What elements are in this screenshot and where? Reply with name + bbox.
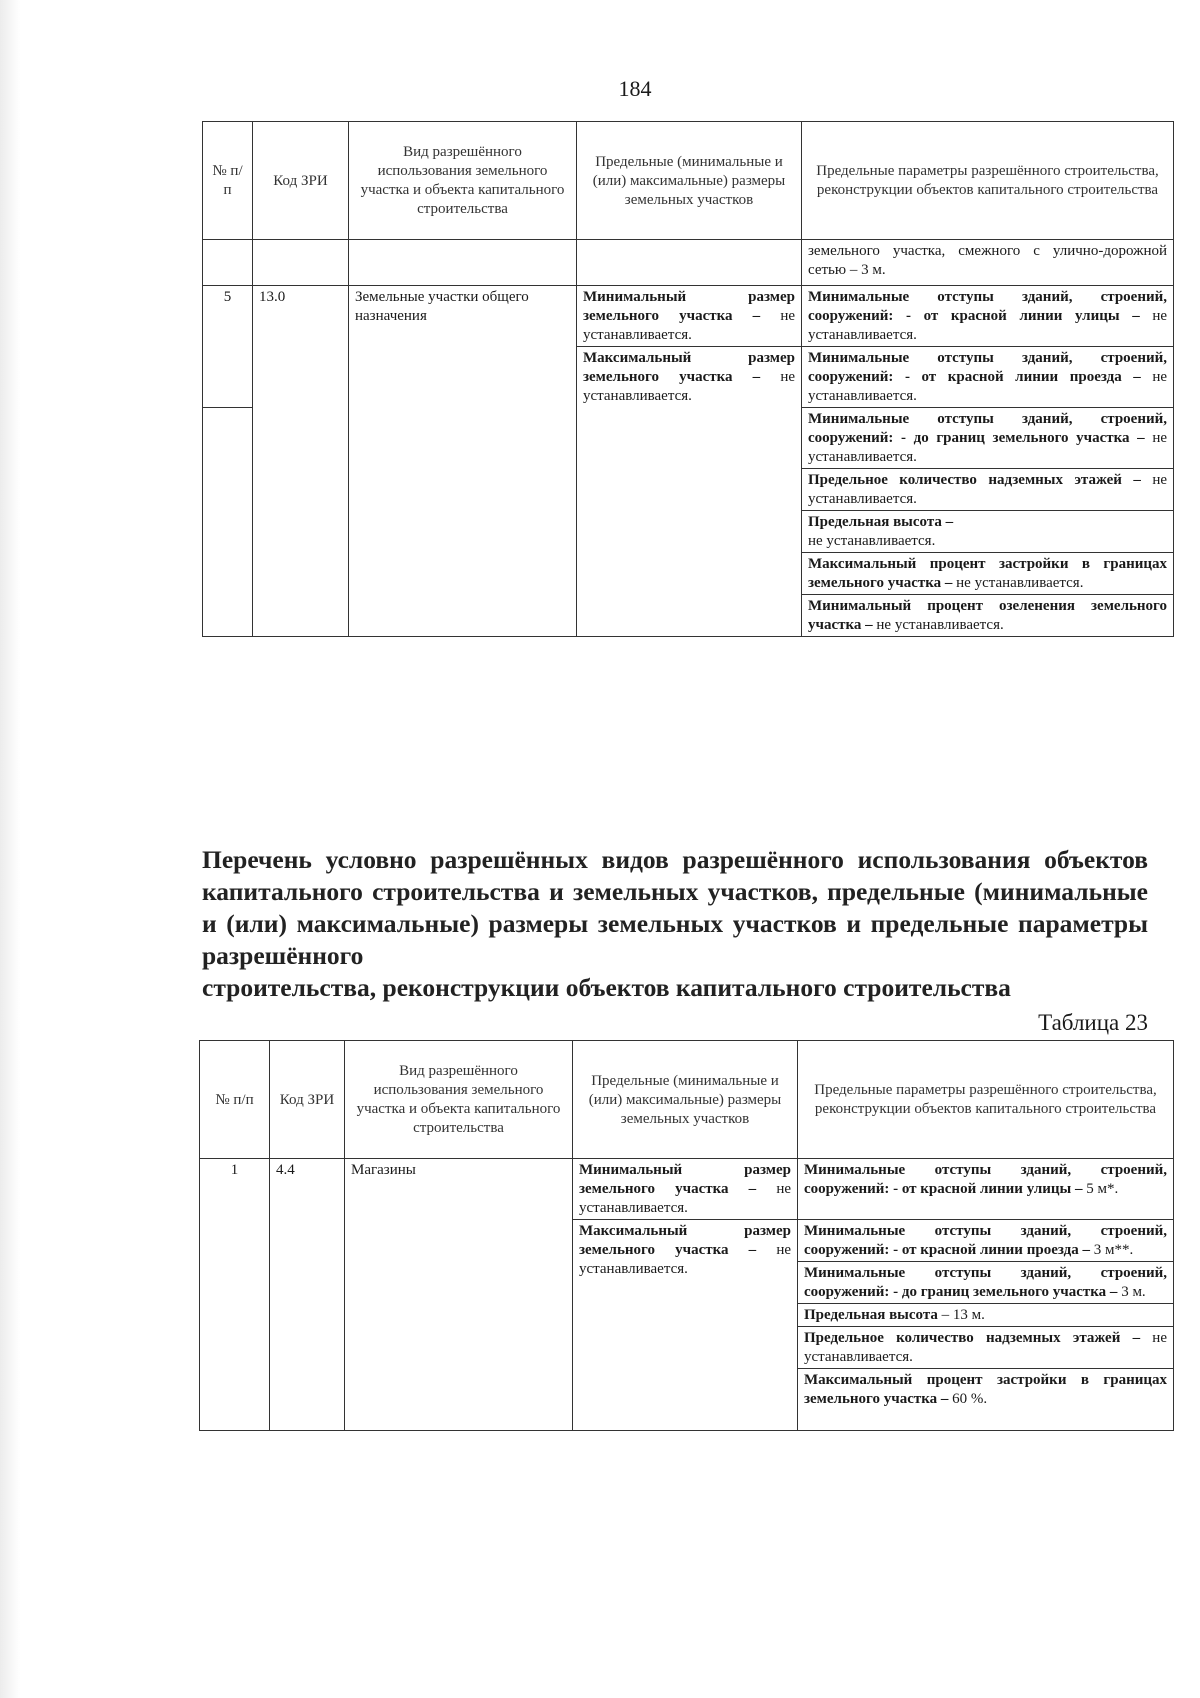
max-size-value: не устанавливается.	[579, 1242, 791, 1277]
section-heading-text: Перечень условно разрешённых видов разрешённого использования объектов капитального строительства и земельных участков, предельные (минимальные и (или) максимальные) размеры земельных участков и предельные параметры разрешённого	[202, 845, 1148, 970]
param-value: 5 м*.	[1086, 1181, 1119, 1197]
param-item: - от красной линии проезда –	[904, 369, 1141, 385]
table-label: Таблица 23	[1038, 1010, 1148, 1035]
table-header-row	[200, 1041, 1174, 1159]
row-use: Земельные участки общего назначения	[349, 286, 577, 637]
param-item: - от красной линии проезда –	[893, 1242, 1090, 1258]
min-size-value: не устанавливается.	[583, 308, 795, 343]
max-size-cell	[577, 347, 802, 637]
param-label: Предельная высота –	[808, 514, 954, 530]
header-use: Вид разрешённого использования земельного участка и объекта капитального строительства	[349, 122, 577, 240]
empty-cell	[253, 240, 349, 286]
param-cell	[798, 1159, 1174, 1220]
table-row-continuation	[203, 240, 1174, 286]
param-value: не устанавливается.	[808, 308, 1168, 343]
header-code: Код ЗРИ	[253, 122, 349, 240]
param-label: Минимальные отступы зданий, строений, сооружений:	[804, 1162, 1167, 1197]
param-cell	[798, 1327, 1174, 1369]
section-heading	[202, 844, 1148, 1004]
param-label: Минимальные отступы зданий, строений, сооружений:	[804, 1265, 1167, 1300]
max-size-value: не устанавливается.	[583, 369, 795, 404]
param-cell	[798, 1369, 1174, 1431]
header-size: Предельные (минимальные и (или) максимальные) размеры земельных участков	[577, 122, 802, 240]
param-cell	[798, 1220, 1174, 1262]
param-cell	[802, 347, 1174, 408]
empty-cell	[203, 240, 253, 286]
param-cell	[802, 408, 1174, 469]
param-value: 60 %.	[948, 1391, 988, 1407]
page-number: 184	[618, 76, 652, 101]
row-code: 4.4	[270, 1159, 345, 1431]
min-size-label: Минимальный размер земельного участка –	[583, 289, 795, 324]
param-cell	[802, 595, 1174, 637]
param-label: Предельная высота	[804, 1307, 938, 1323]
param-item: - от красной линии улицы –	[906, 308, 1140, 324]
max-size-cell	[573, 1220, 798, 1431]
row-code: 13.0	[253, 286, 349, 637]
empty-cell	[577, 240, 802, 286]
param-cell	[798, 1304, 1174, 1327]
param-label: Максимальный процент застройки в границах земельного участка –	[808, 556, 1167, 591]
param-value: не устанавливается.	[956, 575, 1084, 591]
param-value: не устанавливается.	[808, 369, 1168, 404]
table-header-row	[203, 122, 1174, 240]
max-size-label: Максимальный размер земельного участка –	[583, 350, 795, 385]
param-label: Предельное количество надземных этажей –	[808, 472, 1141, 488]
min-size-cell	[577, 286, 802, 347]
min-size-label: Минимальный размер земельного участка –	[579, 1162, 791, 1197]
continuation-cell: земельного участка, смежного с улично-дорожной сетью – 3 м.	[802, 240, 1174, 286]
min-size-cell	[573, 1159, 798, 1220]
row-use: Магазины	[345, 1159, 573, 1431]
param-cell	[802, 553, 1174, 595]
param-label: Минимальные отступы зданий, строений, сооружений:	[808, 289, 1167, 324]
empty-cell	[203, 408, 253, 637]
row-num: 1	[200, 1159, 270, 1431]
header-use: Вид разрешённого использования земельного участка и объекта капитального строительства	[345, 1041, 573, 1159]
param-label: Максимальный процент застройки в границах земельного участка –	[804, 1372, 1167, 1407]
header-size: Предельные (минимальные и (или) максимальные) размеры земельных участков	[573, 1041, 798, 1159]
param-cell	[802, 286, 1174, 347]
header-params: Предельные параметры разрешённого строительства, реконструкции объектов капитального строительства	[802, 122, 1174, 240]
param-value: не устанавливается.	[808, 533, 936, 549]
row-num: 5	[203, 286, 253, 408]
param-label: Минимальные отступы зданий, строений, сооружений:	[804, 1223, 1167, 1258]
zoning-table-1	[202, 121, 1174, 637]
param-value: не устанавливается.	[804, 1330, 1167, 1365]
param-value: 3 м.	[1121, 1284, 1146, 1300]
param-label: Минимальные отступы зданий, строений, сооружений:	[808, 350, 1167, 385]
param-value: не устанавливается.	[808, 430, 1167, 465]
param-value: не устанавливается.	[808, 472, 1168, 507]
header-params: Предельные параметры разрешённого строительства, реконструкции объектов капитального строительства	[798, 1041, 1174, 1159]
param-value: не устанавливается.	[876, 617, 1004, 633]
param-cell	[798, 1262, 1174, 1304]
min-size-value: не устанавливается.	[579, 1181, 791, 1216]
param-item: - до границ земельного участка –	[901, 430, 1145, 446]
header-num: № п/п	[200, 1041, 270, 1159]
scan-edge-shadow	[0, 0, 20, 1698]
param-value: – 13 м.	[937, 1307, 985, 1323]
empty-cell	[349, 240, 577, 286]
param-label: Предельное количество надземных этажей –	[804, 1330, 1141, 1346]
param-cell	[802, 469, 1174, 511]
param-label: Минимальный процент озеленения земельного участка –	[808, 598, 1167, 633]
param-item: - до границ земельного участка –	[893, 1284, 1118, 1300]
param-item: - от красной линии улицы –	[893, 1181, 1083, 1197]
zoning-table-2	[199, 1040, 1174, 1431]
param-label: Минимальные отступы зданий, строений, сооружений:	[808, 411, 1167, 446]
table-row	[203, 286, 1174, 347]
max-size-label: Максимальный размер земельного участка –	[579, 1223, 791, 1258]
header-code: Код ЗРИ	[270, 1041, 345, 1159]
table-row	[200, 1159, 1174, 1220]
header-num: № п/п	[203, 122, 253, 240]
param-value: 3 м**.	[1093, 1242, 1134, 1258]
section-heading-last-line: строительства, реконструкции объектов капитального строительства	[202, 973, 1011, 1002]
param-cell	[802, 511, 1174, 553]
